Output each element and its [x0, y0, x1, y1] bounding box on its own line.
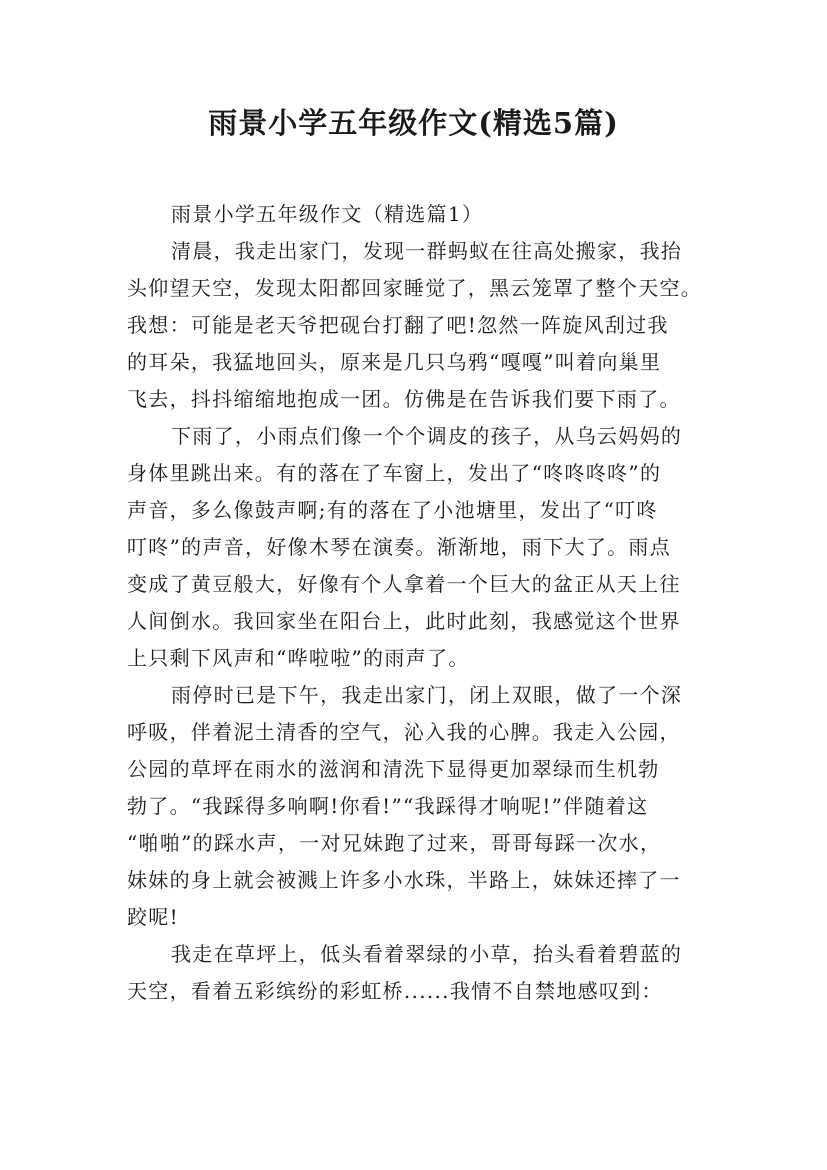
paragraph-line: 叮咚”的声音，好像木琴在演奏。渐渐地，雨下大了。雨点 [127, 535, 672, 559]
paragraph-line: 飞去，抖抖缩缩地抱成一团。仿佛是在告诉我们要下雨了。 [127, 387, 681, 411]
paragraph-line: 雨停时已是下午，我走出家门，闭上双眼，做了一个深 [171, 683, 683, 707]
paragraph-line: “啪啪”的踩水声，一对兄妹跑了过来，哥哥每踩一次水， [127, 831, 662, 855]
paragraph-line: 公园的草坪在雨水的滋润和清洗下显得更加翠绿而生机勃 [127, 757, 660, 781]
paragraph-line: 我想：可能是老天爷把砚台打翻了吧!忽然一阵旋风刮过我 [127, 313, 669, 337]
paragraph-line: 头仰望天空，发现太阳都回家睡觉了，黑云笼罩了整个天空。 [127, 276, 703, 300]
paragraph-line: 身体里跳出来。有的落在了车窗上，发出了“咚咚咚咚”的 [127, 461, 662, 485]
paragraph-line: 我走在草坪上，低头看着翠绿的小草，抬头看着碧蓝的 [171, 942, 683, 966]
paragraph-line: 上只剩下风声和“哗啦啦”的雨声了。 [127, 646, 470, 670]
paragraph-line: 跤呢! [127, 905, 179, 929]
paragraph-line: 呼吸，伴着泥土清香的空气，沁入我的心脾。我走入公园， [127, 720, 681, 744]
paragraph-line: 变成了黄豆般大，好像有个人拿着一个巨大的盆正从天上往 [127, 572, 681, 596]
paragraph-line: 的耳朵，我猛地回头，原来是几只乌鸦“嘎嘎”叫着向巢里 [127, 350, 662, 374]
paragraph-line: 清晨，我走出家门，发现一群蚂蚁在往高处搬家，我抬 [171, 239, 683, 263]
paragraph-line: 人间倒水。我回家坐在阳台上，此时此刻，我感觉这个世界 [127, 609, 681, 633]
paragraph-line: 下雨了，小雨点们像一个个调皮的孩子，从乌云妈妈的 [171, 424, 683, 448]
paragraph-line: 妹妹的身上就会被溅上许多小水珠，半路上，妹妹还摔了一 [127, 868, 681, 892]
paragraph-line: 声音，多么像鼓声啊;有的落在了小池塘里，发出了“叮咚 [127, 498, 658, 522]
section-heading: 雨景小学五年级作文（精选篇1） [171, 202, 484, 226]
paragraph-line: 勃了。“我踩得多响啊!你看!”“我踩得才响呢!”伴随着这 [127, 794, 649, 818]
document-title: 雨景小学五年级作文(精选5篇) [208, 106, 619, 140]
paragraph-line: 天空，看着五彩缤纷的彩虹桥......我情不自禁地感叹到： [127, 979, 663, 1003]
document-body [127, 196, 703, 1010]
